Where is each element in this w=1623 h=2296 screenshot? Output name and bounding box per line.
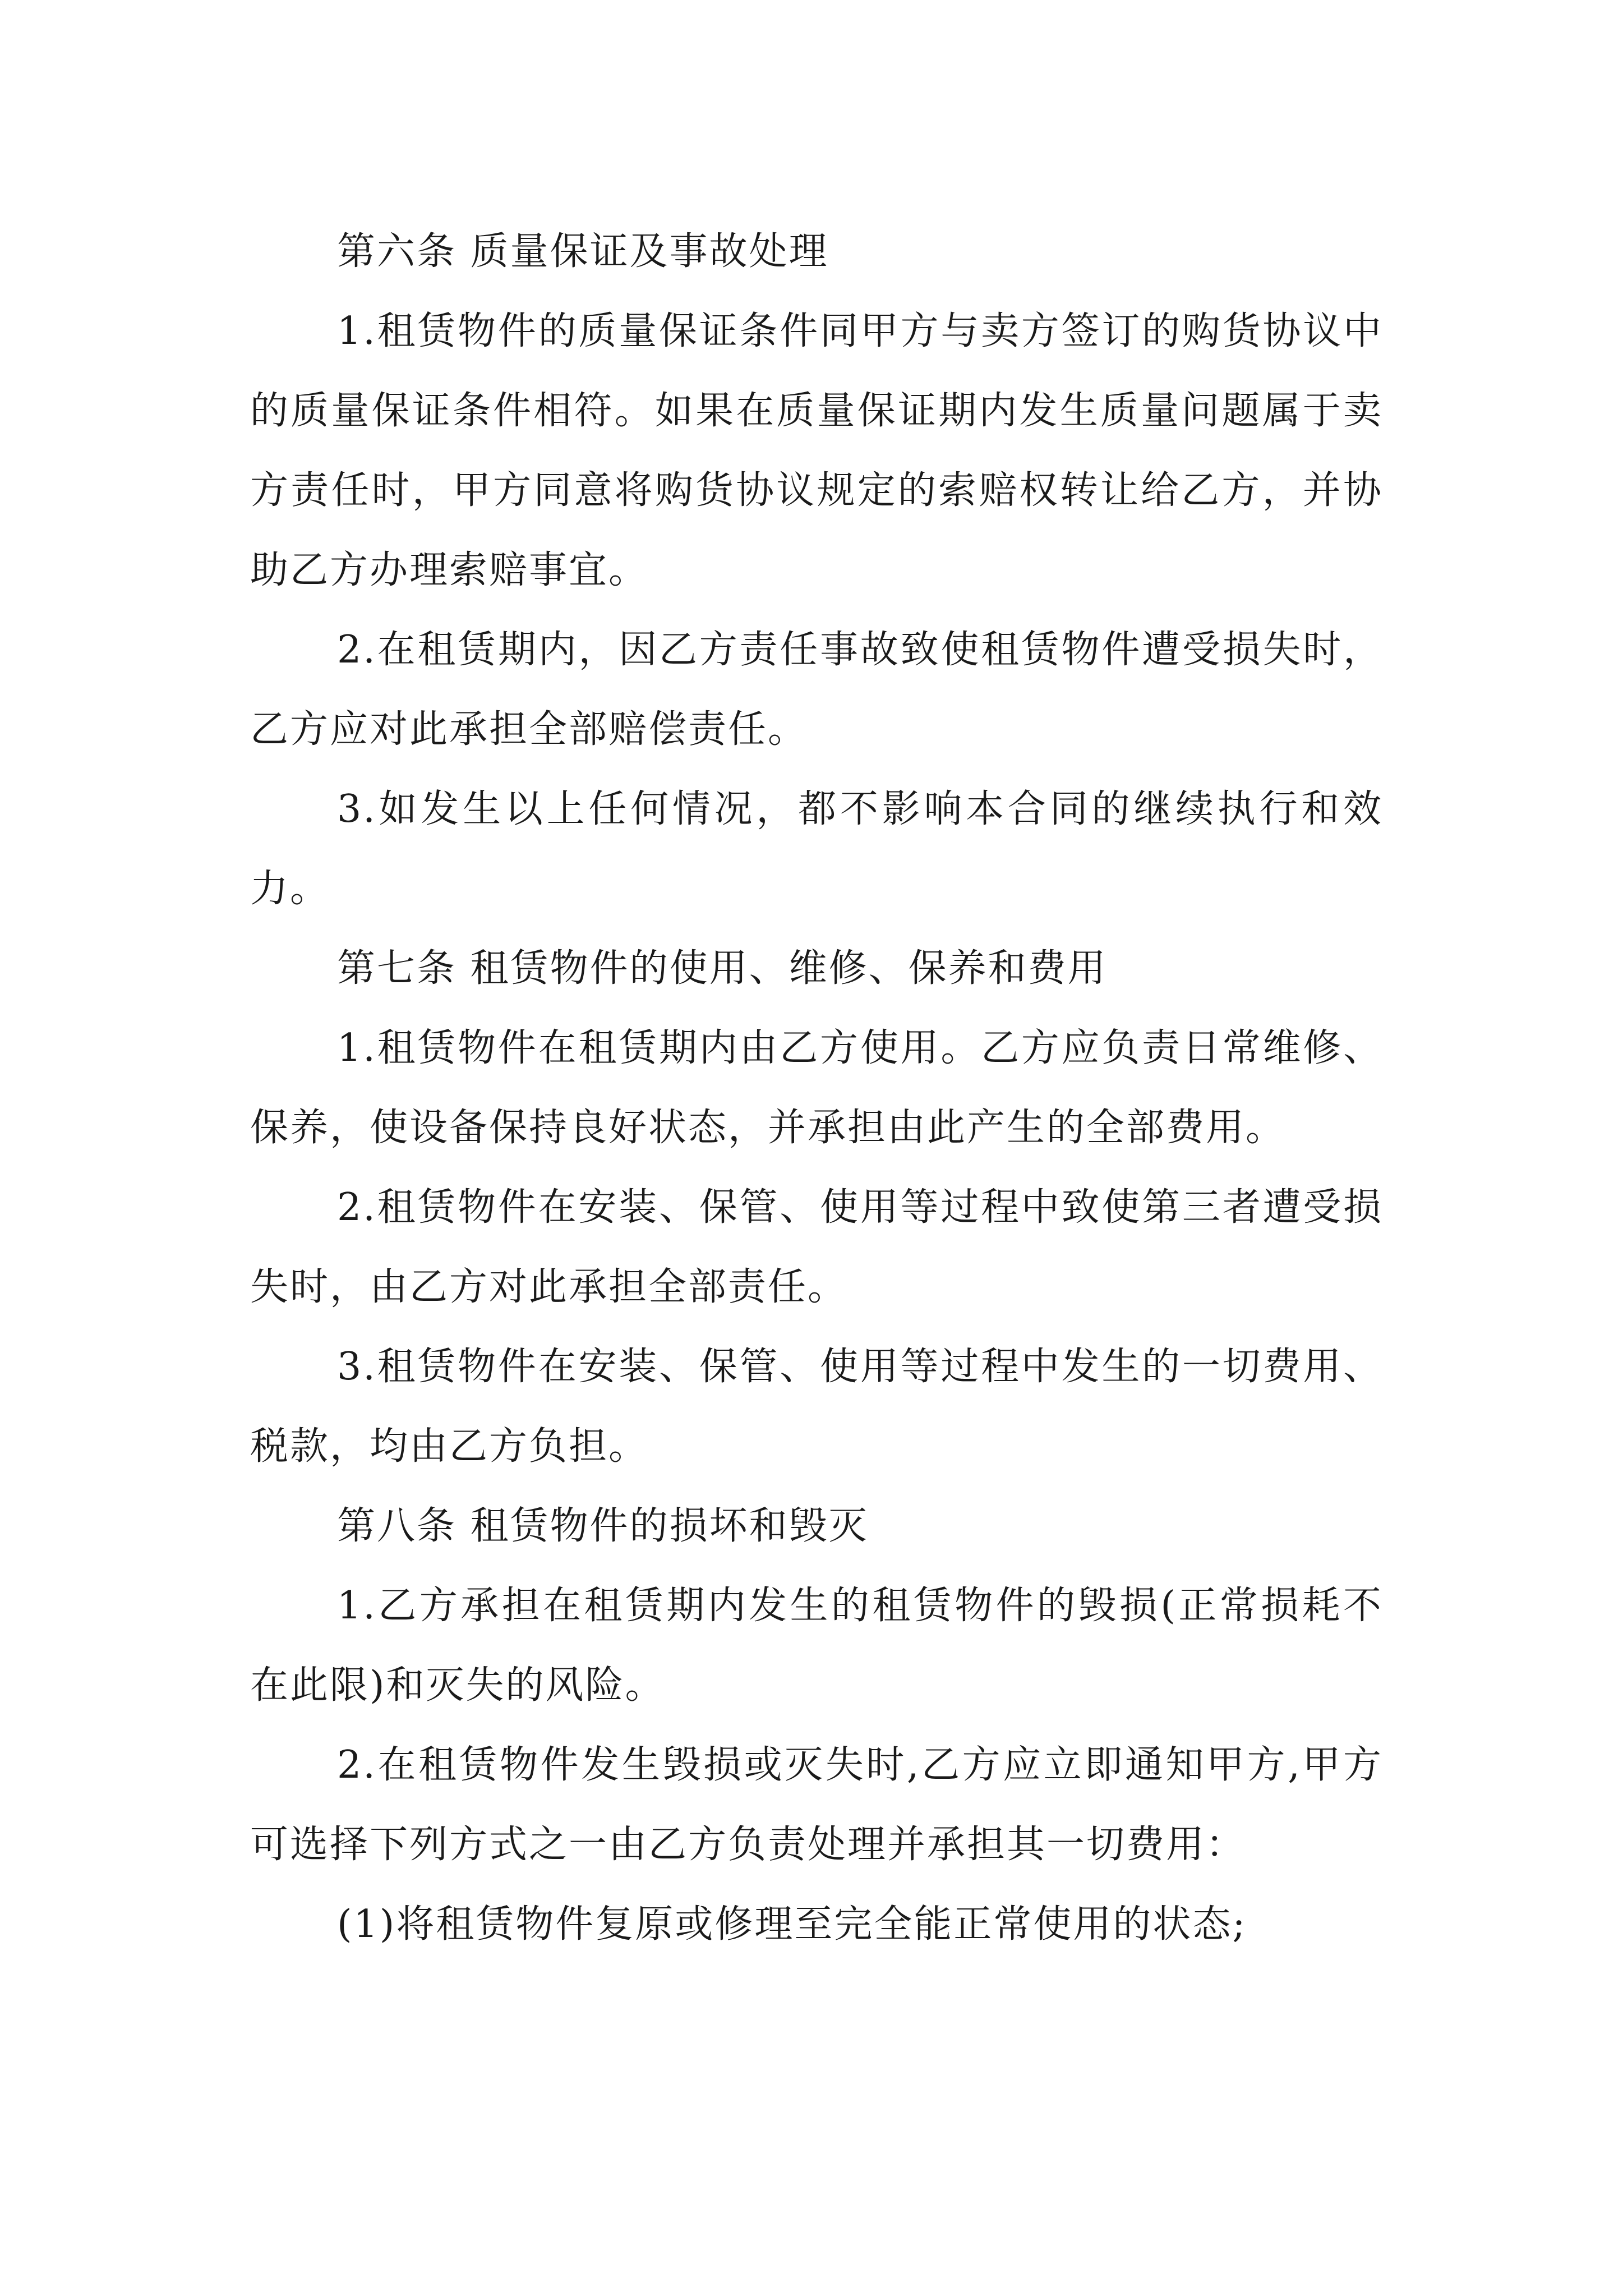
section-heading-8: 第八条 租赁物件的损坏和毁灭 — [337, 1504, 869, 1548]
paragraph: 1.租赁物件的质量保证条件同甲方与卖方签订的购货协议中的质量保证条件相符。如果在质量保证期内发生质量问题属于卖方责任时，甲方同意将购货协议规定的索赔权转让给乙方，并协助乙方办理索赔事宜。 — [250, 309, 1383, 592]
section-heading-6: 第六条 质量保证及事故处理 — [337, 229, 829, 274]
paragraph: 2.在租赁期内，因乙方责任事故致使租赁物件遭受损失时，乙方应对此承担全部赔偿责任。 — [250, 628, 1383, 752]
paragraph: 3.租赁物件在安装、保管、使用等过程中发生的一切费用、税款，均由乙方负担。 — [250, 1345, 1383, 1469]
paragraph: 1.乙方承担在租赁期内发生的租赁物件的毁损(正常损耗不在此限)和灭失的风险。 — [250, 1584, 1383, 1708]
paragraph: 1.租赁物件在租赁期内由乙方使用。乙方应负责日常维修、保养，使设备保持良好状态，并承担由此产生的全部费用。 — [250, 1026, 1383, 1150]
paragraph: 2.在租赁物件发生毁损或灭失时,乙方应立即通知甲方,甲方可选择下列方式之一由乙方负责处理并承担其一切费用： — [250, 1743, 1383, 1867]
paragraph: 3.如发生以上任何情况，都不影响本合同的继续执行和效力。 — [250, 787, 1383, 911]
section-heading-7: 第七条 租赁物件的使用、维修、保养和费用 — [337, 946, 1108, 991]
paragraph: 2.租赁物件在安装、保管、使用等过程中致使第三者遭受损失时，由乙方对此承担全部责任。 — [250, 1185, 1383, 1309]
paragraph: (1)将租赁物件复原或修理至完全能正常使用的状态; — [337, 1902, 1247, 1947]
document-body — [250, 212, 1383, 1964]
